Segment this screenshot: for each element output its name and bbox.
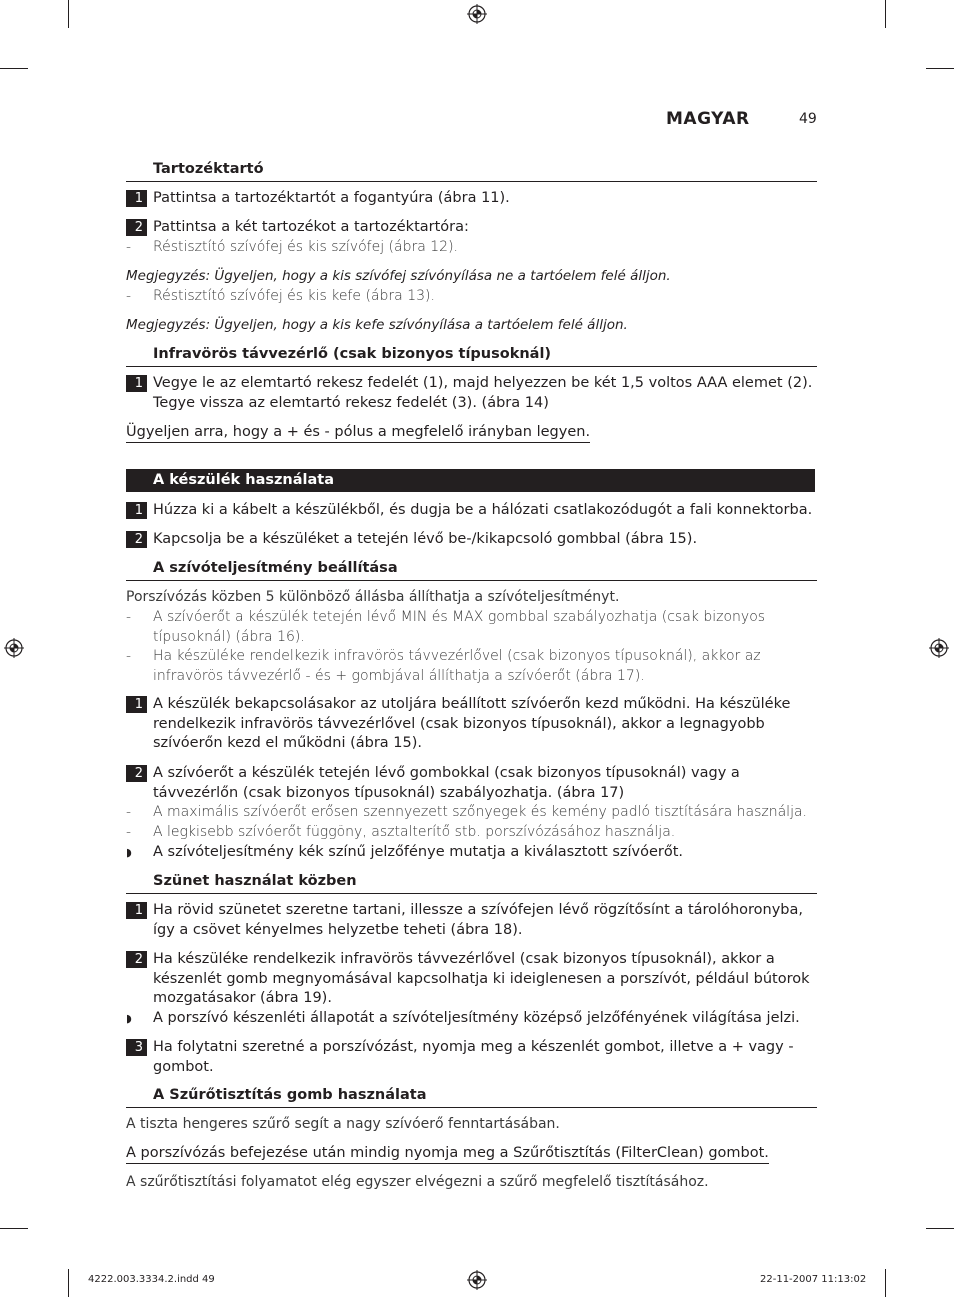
dash-marker: - <box>126 609 132 625</box>
section-title: Szünet használat közben <box>126 872 817 894</box>
step-item <box>126 950 816 1009</box>
dash-item <box>126 287 816 307</box>
result-item <box>126 843 816 863</box>
note-text: Megjegyzés: Ügyeljen, hogy a kis szívófej szívónyílása ne a tartóelem felé álljon. <box>126 268 671 284</box>
paragraph: A szűrőtisztítási folyamatot elég egyszer elvégezni a szűrő megfelelő tisztításához. <box>126 1174 709 1190</box>
step-item <box>126 374 816 413</box>
crop-mark <box>926 68 954 69</box>
step-item <box>126 189 816 209</box>
step-text: Ha folytatni szeretné a porszívózást, nyomja meg a készenlét gombot, illetve a + vagy - gombot. <box>153 1039 794 1075</box>
step-item <box>126 218 816 238</box>
step-number: 1 <box>126 375 147 392</box>
step-item <box>126 501 816 521</box>
step-number: 2 <box>126 951 147 968</box>
underlined-text: Ügyeljen arra, hogy a + és - pólus a megfelelő irányban legyen. <box>126 424 590 443</box>
step-item <box>126 530 816 550</box>
paragraph <box>126 423 816 443</box>
step-number: 2 <box>126 531 147 548</box>
dash-item <box>126 238 816 258</box>
crop-mark <box>885 0 886 28</box>
registration-mark-icon <box>929 638 949 658</box>
step-item <box>126 901 816 940</box>
step-text: A szívóerőt a készülék tetején lévő gombokkal (csak bizonyos típusoknál) vagy a távvezérlőn (csak bizonyos típusoknál) szabályozhatja. (ábra 17) <box>153 765 740 801</box>
result-text: A szívóteljesítmény kék színű jelzőfénye mutatja a kiválasztott szívóerőt. <box>153 844 684 860</box>
paragraph <box>126 1144 816 1164</box>
paragraph: A tiszta hengeres szűrő segít a nagy szívóerő fenntartásában. <box>126 1116 560 1132</box>
section-title: Tartozéktartó <box>126 160 817 182</box>
crop-mark <box>0 68 28 69</box>
step-text: A készülék bekapcsolásakor az utoljára beállított szívóerőn kezd működni. Ha készüléke rendelkezik infravörös távvezérlővel (csak bizonyos típusoknál), akkor a legnagyobb szívóerőn kezd el működni (ábra 15). <box>153 696 791 752</box>
dash-text: Réstisztító szívófej és kis kefe (ábra 13). <box>153 288 435 304</box>
crop-mark <box>0 1228 28 1229</box>
section-title: A szívóteljesítmény beállítása <box>126 559 817 581</box>
result-bullet-icon: ◗ <box>126 1012 132 1025</box>
section-title: A Szűrőtisztítás gomb használata <box>126 1086 817 1108</box>
dash-text: A legkisebb szívóerőt függöny, asztalterítő stb. porszívózásához használja. <box>153 824 676 840</box>
result-item <box>126 1009 816 1029</box>
step-text: Kapcsolja be a készüléket a tetején lévő be-/kikapcsoló gombbal (ábra 15). <box>153 531 698 547</box>
step-number: 1 <box>126 902 147 919</box>
step-item <box>126 764 816 803</box>
dash-marker: - <box>126 288 132 304</box>
dash-item <box>126 803 816 823</box>
chapter-bar: A készülék használata <box>126 469 815 492</box>
page-number: 49 <box>799 111 817 127</box>
registration-mark-icon <box>467 4 487 24</box>
step-text: Húzza ki a kábelt a készülékből, és dugja be a hálózati csatlakozódugót a fali konnektorba. <box>153 502 813 518</box>
dash-text: Réstisztító szívófej és kis szívófej (ábra 12). <box>153 239 458 255</box>
step-item <box>126 695 816 754</box>
step-number: 2 <box>126 765 147 782</box>
step-text: Pattintsa a két tartozékot a tartozéktartóra: <box>153 219 469 235</box>
step-text: Ha rövid szünetet szeretne tartani, illessze a szívófejen lévő rögzítősínt a tárolóhoronyba, így a csövet kényelmes helyzetbe teheti (ábra 18). <box>153 902 803 938</box>
result-bullet-icon: ◗ <box>126 846 132 859</box>
step-number: 1 <box>126 502 147 519</box>
language-heading: MAGYAR <box>666 109 750 129</box>
paragraph: Porszívózás közben 5 különböző állásba állíthatja a szívóteljesítményt. <box>126 589 620 605</box>
step-number: 1 <box>126 190 147 207</box>
dash-text: A maximális szívóerőt erősen szennyezett szőnyegek és kemény padló tisztítására használja. <box>153 804 807 820</box>
section-title: Infravörös távvezérlő (csak bizonyos típusoknál) <box>126 345 817 367</box>
step-text: Pattintsa a tartozéktartót a fogantyúra (ábra 11). <box>153 190 510 206</box>
registration-mark-icon <box>4 638 24 658</box>
underlined-text: A porszívózás befejezése után mindig nyomja meg a Szűrőtisztítás (FilterClean) gombot. <box>126 1145 769 1164</box>
dash-item <box>126 647 816 686</box>
step-number: 2 <box>126 219 147 236</box>
dash-marker: - <box>126 648 132 664</box>
footer-timestamp: 22-11-2007 11:13:02 <box>760 1274 867 1285</box>
result-text: A porszívó készenléti állapotát a szívóteljesítmény középső jelzőfényének világítása jelzi. <box>153 1010 800 1026</box>
step-number: 1 <box>126 696 147 713</box>
registration-mark-icon <box>467 1270 487 1290</box>
dash-item <box>126 823 816 843</box>
step-text: Ha készüléke rendelkezik infravörös távvezérlővel (csak bizonyos típusoknál), akkor a készenlét gomb megnyomásával kapcsolhatja ki ideiglenesen a porszívót, például bútorok mozgatásakor (ábra 19). <box>153 951 810 1007</box>
dash-text: A szívóerőt a készülék tetején lévő MIN és MAX gombbal szabályozhatja (csak bizonyos típusoknál) (ábra 16). <box>153 609 766 645</box>
dash-item <box>126 608 816 647</box>
footer-file-info: 4222.003.3334.2.indd 49 <box>88 1274 215 1285</box>
dash-text: Ha készüléke rendelkezik infravörös távvezérlővel (csak bizonyos típusoknál), akkor az infravörös távvezérlő - és + gombjával állíthatja a szívóerőt (ábra 17). <box>153 648 761 684</box>
crop-mark <box>68 1269 69 1297</box>
note-text: Megjegyzés: Ügyeljen, hogy a kis kefe szívónyílása a tartóelem felé álljon. <box>126 317 628 333</box>
crop-mark <box>885 1269 886 1297</box>
step-text: Vegye le az elemtartó rekesz fedelét (1), majd helyezzen be két 1,5 voltos AAA elemet (2). Tegye vissza az elemtartó rekesz fedelét (3). (ábra 14) <box>153 375 813 411</box>
dash-marker: - <box>126 239 132 255</box>
crop-mark <box>68 0 69 28</box>
step-item <box>126 1038 816 1077</box>
step-number: 3 <box>126 1039 147 1056</box>
dash-marker: - <box>126 804 132 820</box>
crop-mark <box>926 1228 954 1229</box>
dash-marker: - <box>126 824 132 840</box>
